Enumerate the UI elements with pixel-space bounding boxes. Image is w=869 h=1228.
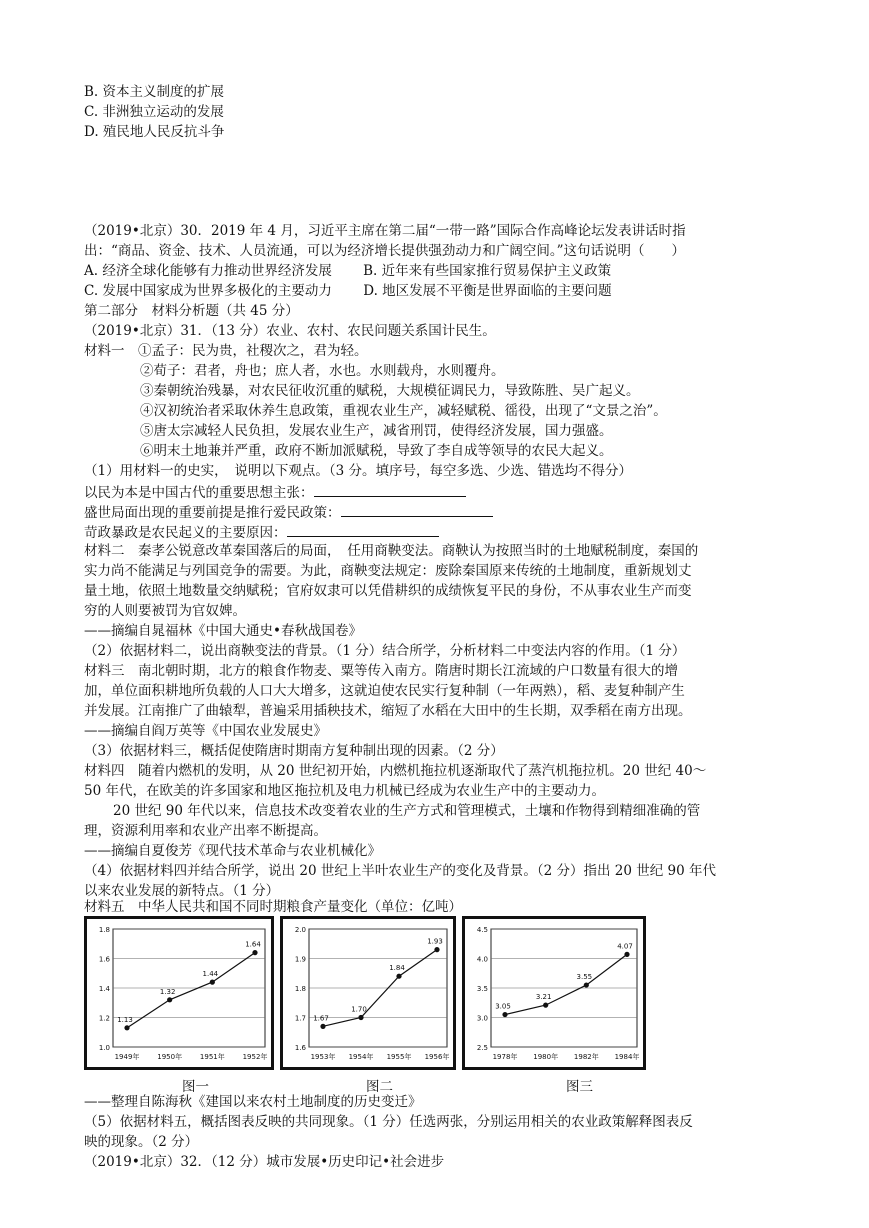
- series-line: [127, 953, 255, 1028]
- data-label: 4.07: [617, 942, 633, 951]
- data-label: 1.70: [351, 1005, 367, 1014]
- fill-label-3: 苛政暴政是农民起义的主要原因：: [84, 525, 287, 541]
- data-point: [543, 1003, 548, 1008]
- chart-2: [280, 916, 456, 1070]
- chart-2-caption: 图二: [366, 1079, 393, 1095]
- sub-question-2: （2）依据材料二，说出商鞅变法的背景。（1 分）结合所学，分析材料二中变法内容的作用。（1 分）: [84, 643, 686, 659]
- data-point: [396, 974, 401, 979]
- x-tick-label: 1949年: [114, 1053, 140, 1061]
- data-label: 1.93: [427, 937, 443, 946]
- material-5-source: ——整理自陈海秋《建国以来农村土地制度的历史变迁》: [84, 1094, 422, 1110]
- data-label: 3.55: [576, 973, 593, 982]
- data-point: [502, 1012, 507, 1017]
- data-point: [358, 1015, 363, 1020]
- y-tick-label: 1.4: [98, 985, 110, 993]
- y-tick-label: 1.7: [294, 1014, 306, 1023]
- x-tick-label: 1982年: [573, 1053, 599, 1061]
- series-line: [505, 954, 627, 1014]
- x-tick-label: 1984年: [614, 1053, 640, 1061]
- material-4-line2: 50 年代，在欧美的许多国家和地区拖拉机及电力机械已经成为农业生产中的主要动力。: [84, 783, 605, 799]
- data-label: 1.67: [313, 1014, 329, 1023]
- material-4-line1: 材料四 随着内燃机的发明，从 20 世纪初开始，内燃机拖拉机逐渐取代了蒸汽机拖拉机。20 世纪 40～: [84, 763, 707, 779]
- chart-2-svg: [283, 919, 453, 1067]
- fill-line-2: [84, 502, 493, 523]
- chart-1-caption: 图一: [182, 1079, 209, 1095]
- material-2-source: ——摘编自晁福林《中国大通史•春秋战国卷》: [84, 623, 362, 639]
- fill-label-2: 盛世局面出现的重要前提是推行爱民政策：: [84, 505, 341, 521]
- fill-line-1: [84, 482, 466, 503]
- material-2-line4: 穷的人则要被罚为官奴婢。: [84, 603, 246, 619]
- material-4-source: ——摘编自夏俊芳《现代技术革命与农业机械化》: [84, 843, 381, 859]
- sub-question-1: （1）用材料一的史实， 说明以下观点。（3 分。填序号，每空多选、少选、错选均不得分）: [84, 463, 632, 479]
- data-point: [252, 950, 257, 955]
- material-1-line5: ⑤唐太宗减轻人民负担，发展农业生产，减省刑罚，使得经济发展，国力强盛。: [140, 423, 613, 439]
- y-tick-label: 3.0: [476, 1014, 488, 1023]
- y-tick-label: 1.6: [98, 955, 110, 964]
- option-d: D. 殖民地人民反抗斗争: [84, 124, 225, 140]
- x-tick-label: 1955年: [386, 1053, 412, 1061]
- fill-label-1: 以民为本是中国古代的重要思想主张：: [84, 485, 314, 501]
- data-point: [124, 1025, 129, 1030]
- x-tick-label: 1953年: [310, 1053, 336, 1061]
- chart-3-caption: 图三: [566, 1079, 593, 1095]
- sub-question-5-line1: （5）依据材料五，概括图表反映的共同现象。（1 分）任选两张，分别运用相关的农业政策解释图表反: [84, 1114, 693, 1130]
- chart-3-svg: [465, 919, 643, 1067]
- x-tick-label: 1980年: [533, 1053, 559, 1061]
- material-2-line3: 量土地，依照土地数量交纳赋税；官府奴隶可以凭借耕织的成绩恢复平民的身份，不从事农业生产而变: [84, 583, 692, 599]
- fill-line-3: [84, 522, 439, 543]
- question-32-title: （2019•北京）32．（12 分）城市发展•历史印记•社会进步: [84, 1154, 445, 1170]
- y-tick-label: 2.0: [294, 926, 306, 934]
- data-point: [624, 952, 629, 957]
- question-30-line1: （2019•北京）30．2019 年 4 月，习近平主席在第二届“一带一路”国际合作高峰论坛发表讲话时指: [84, 223, 686, 239]
- answer-blank-3[interactable]: [287, 522, 439, 537]
- sub-question-5-line2: 映的现象。（2 分）: [84, 1134, 199, 1150]
- data-label: 1.44: [202, 970, 219, 979]
- material-1-line4: ④汉初统治者采取休养生息政策，重视农业生产，减轻赋税、徭役，出现了“文景之治”。: [140, 403, 667, 419]
- chart-3: [462, 916, 646, 1070]
- data-point: [167, 997, 172, 1002]
- chart-1: [84, 916, 274, 1070]
- question-31-title: （2019•北京）31．（13 分）农业、农村、农民问题关系国计民生。: [84, 323, 496, 339]
- question-30-options-ab: A. 经济全球化能够有力推动世界经济发展 B. 近年来有些国家推行贸易保护主义政策: [84, 263, 612, 279]
- answer-blank-2[interactable]: [341, 502, 493, 517]
- y-tick-label: 1.0: [98, 1044, 110, 1052]
- material-3-line1: 材料三 南北朝时期，北方的粮食作物麦、粟等传入南方。隋唐时期长江流域的户口数量有很大的增: [84, 663, 678, 679]
- material-1-line1: 材料一 ①孟子：民为贵，社稷次之，君为轻。: [84, 343, 368, 359]
- material-1-line6: ⑥明末土地兼并严重，政府不断加派赋税，导致了李自成等领导的农民大起义。: [140, 443, 613, 459]
- answer-blank-1[interactable]: [314, 482, 466, 497]
- material-1-line3: ③秦朝统治残暴，对农民征收沉重的赋税，大规模征调民力，导致陈胜、吴广起义。: [140, 383, 640, 399]
- y-tick-label: 4.0: [476, 955, 488, 964]
- y-tick-label: 1.8: [294, 985, 306, 993]
- x-tick-label: 1951年: [199, 1053, 225, 1061]
- part-two-heading: 第二部分 材料分析题（共 45 分）: [84, 303, 299, 319]
- data-label: 1.64: [245, 940, 261, 949]
- x-tick-label: 1952年: [242, 1053, 268, 1061]
- material-4-line3: 20 世纪 90 年代以来，信息技术改变着农业的生产方式和管理模式，土壤和作物得到精细准确的管: [113, 803, 701, 819]
- material-5-heading: 材料五 中华人民共和国不同时期粮食产量变化（单位：亿吨）: [84, 899, 462, 915]
- grain-output-charts: [84, 916, 784, 1074]
- material-2-line2: 实力尚不能满足与列国竞争的需要。为此，商鞅变法规定：废除秦国原来传统的土地制度，重新规划丈: [84, 563, 692, 579]
- question-30-options-cd: C. 发展中国家成为世界多极化的主要动力 D. 地区发展不平衡是世界面临的主要问题: [84, 283, 612, 299]
- data-label: 1.13: [117, 1015, 133, 1024]
- material-3-line3: 并发展。江南推广了曲辕犁，普遍采用插秧技术，缩短了水稻在大田中的生长期，双季稻在南方出现。: [84, 703, 692, 719]
- option-b: B. 资本主义制度的扩展: [84, 84, 225, 100]
- data-point: [210, 980, 215, 985]
- chart-1-svg: [87, 919, 271, 1067]
- data-point: [434, 947, 439, 952]
- y-tick-label: 3.5: [476, 985, 488, 993]
- data-label: 1.84: [389, 964, 405, 973]
- material-3-source: ——摘编自阎万英等《中国农业发展史》: [84, 723, 327, 739]
- x-tick-label: 1950年: [157, 1053, 183, 1061]
- x-tick-label: 1956年: [424, 1053, 450, 1061]
- sub-question-4-line1: （4）依据材料四并结合所学，说出 20 世纪上半叶农业生产的变化及背景。（2 分）指出 20 世纪 90 年代: [84, 863, 717, 879]
- x-tick-label: 1954年: [348, 1053, 374, 1061]
- data-label: 3.05: [495, 1002, 511, 1011]
- option-c: C. 非洲独立运动的发展: [84, 104, 224, 120]
- sub-question-3: （3）依据材料三，概括促使隋唐时期南方复种制出现的因素。（2 分）: [84, 743, 504, 759]
- sub-question-4-line2: 以来农业发展的新特点。（1 分）: [84, 883, 280, 899]
- data-point: [584, 982, 589, 987]
- y-tick-label: 2.5: [476, 1044, 488, 1052]
- y-tick-label: 4.5: [476, 926, 488, 934]
- material-4-line4: 理，资源利用率和农业产出率不断提高。: [84, 823, 327, 839]
- x-tick-label: 1978年: [492, 1053, 518, 1061]
- material-2-line1: 材料二 秦孝公锐意改革秦国落后的局面， 任用商鞅变法。商鞅认为按照当时的土地赋税制度，秦国的: [84, 543, 699, 559]
- y-tick-label: 1.8: [98, 926, 110, 934]
- data-point: [320, 1024, 325, 1029]
- y-tick-label: 1.6: [294, 1044, 306, 1052]
- data-label: 3.21: [535, 993, 552, 1002]
- y-tick-label: 1.9: [294, 955, 306, 964]
- material-3-line2: 加，单位面积耕地所负载的人口大大增多，这就迫使农民实行复种制（一年两熟），稻、麦复种制产生: [84, 683, 685, 699]
- question-30-line2: 出：“商品、资金、技术、人员流通，可以为经济增长提供强劲动力和广阔空间。”这句话说明（ ）: [84, 243, 686, 259]
- material-1-line2: ②荀子：君者，舟也；庶人者，水也。水则载舟，水则覆舟。: [140, 363, 505, 379]
- data-label: 1.32: [159, 987, 176, 996]
- y-tick-label: 1.2: [98, 1014, 110, 1023]
